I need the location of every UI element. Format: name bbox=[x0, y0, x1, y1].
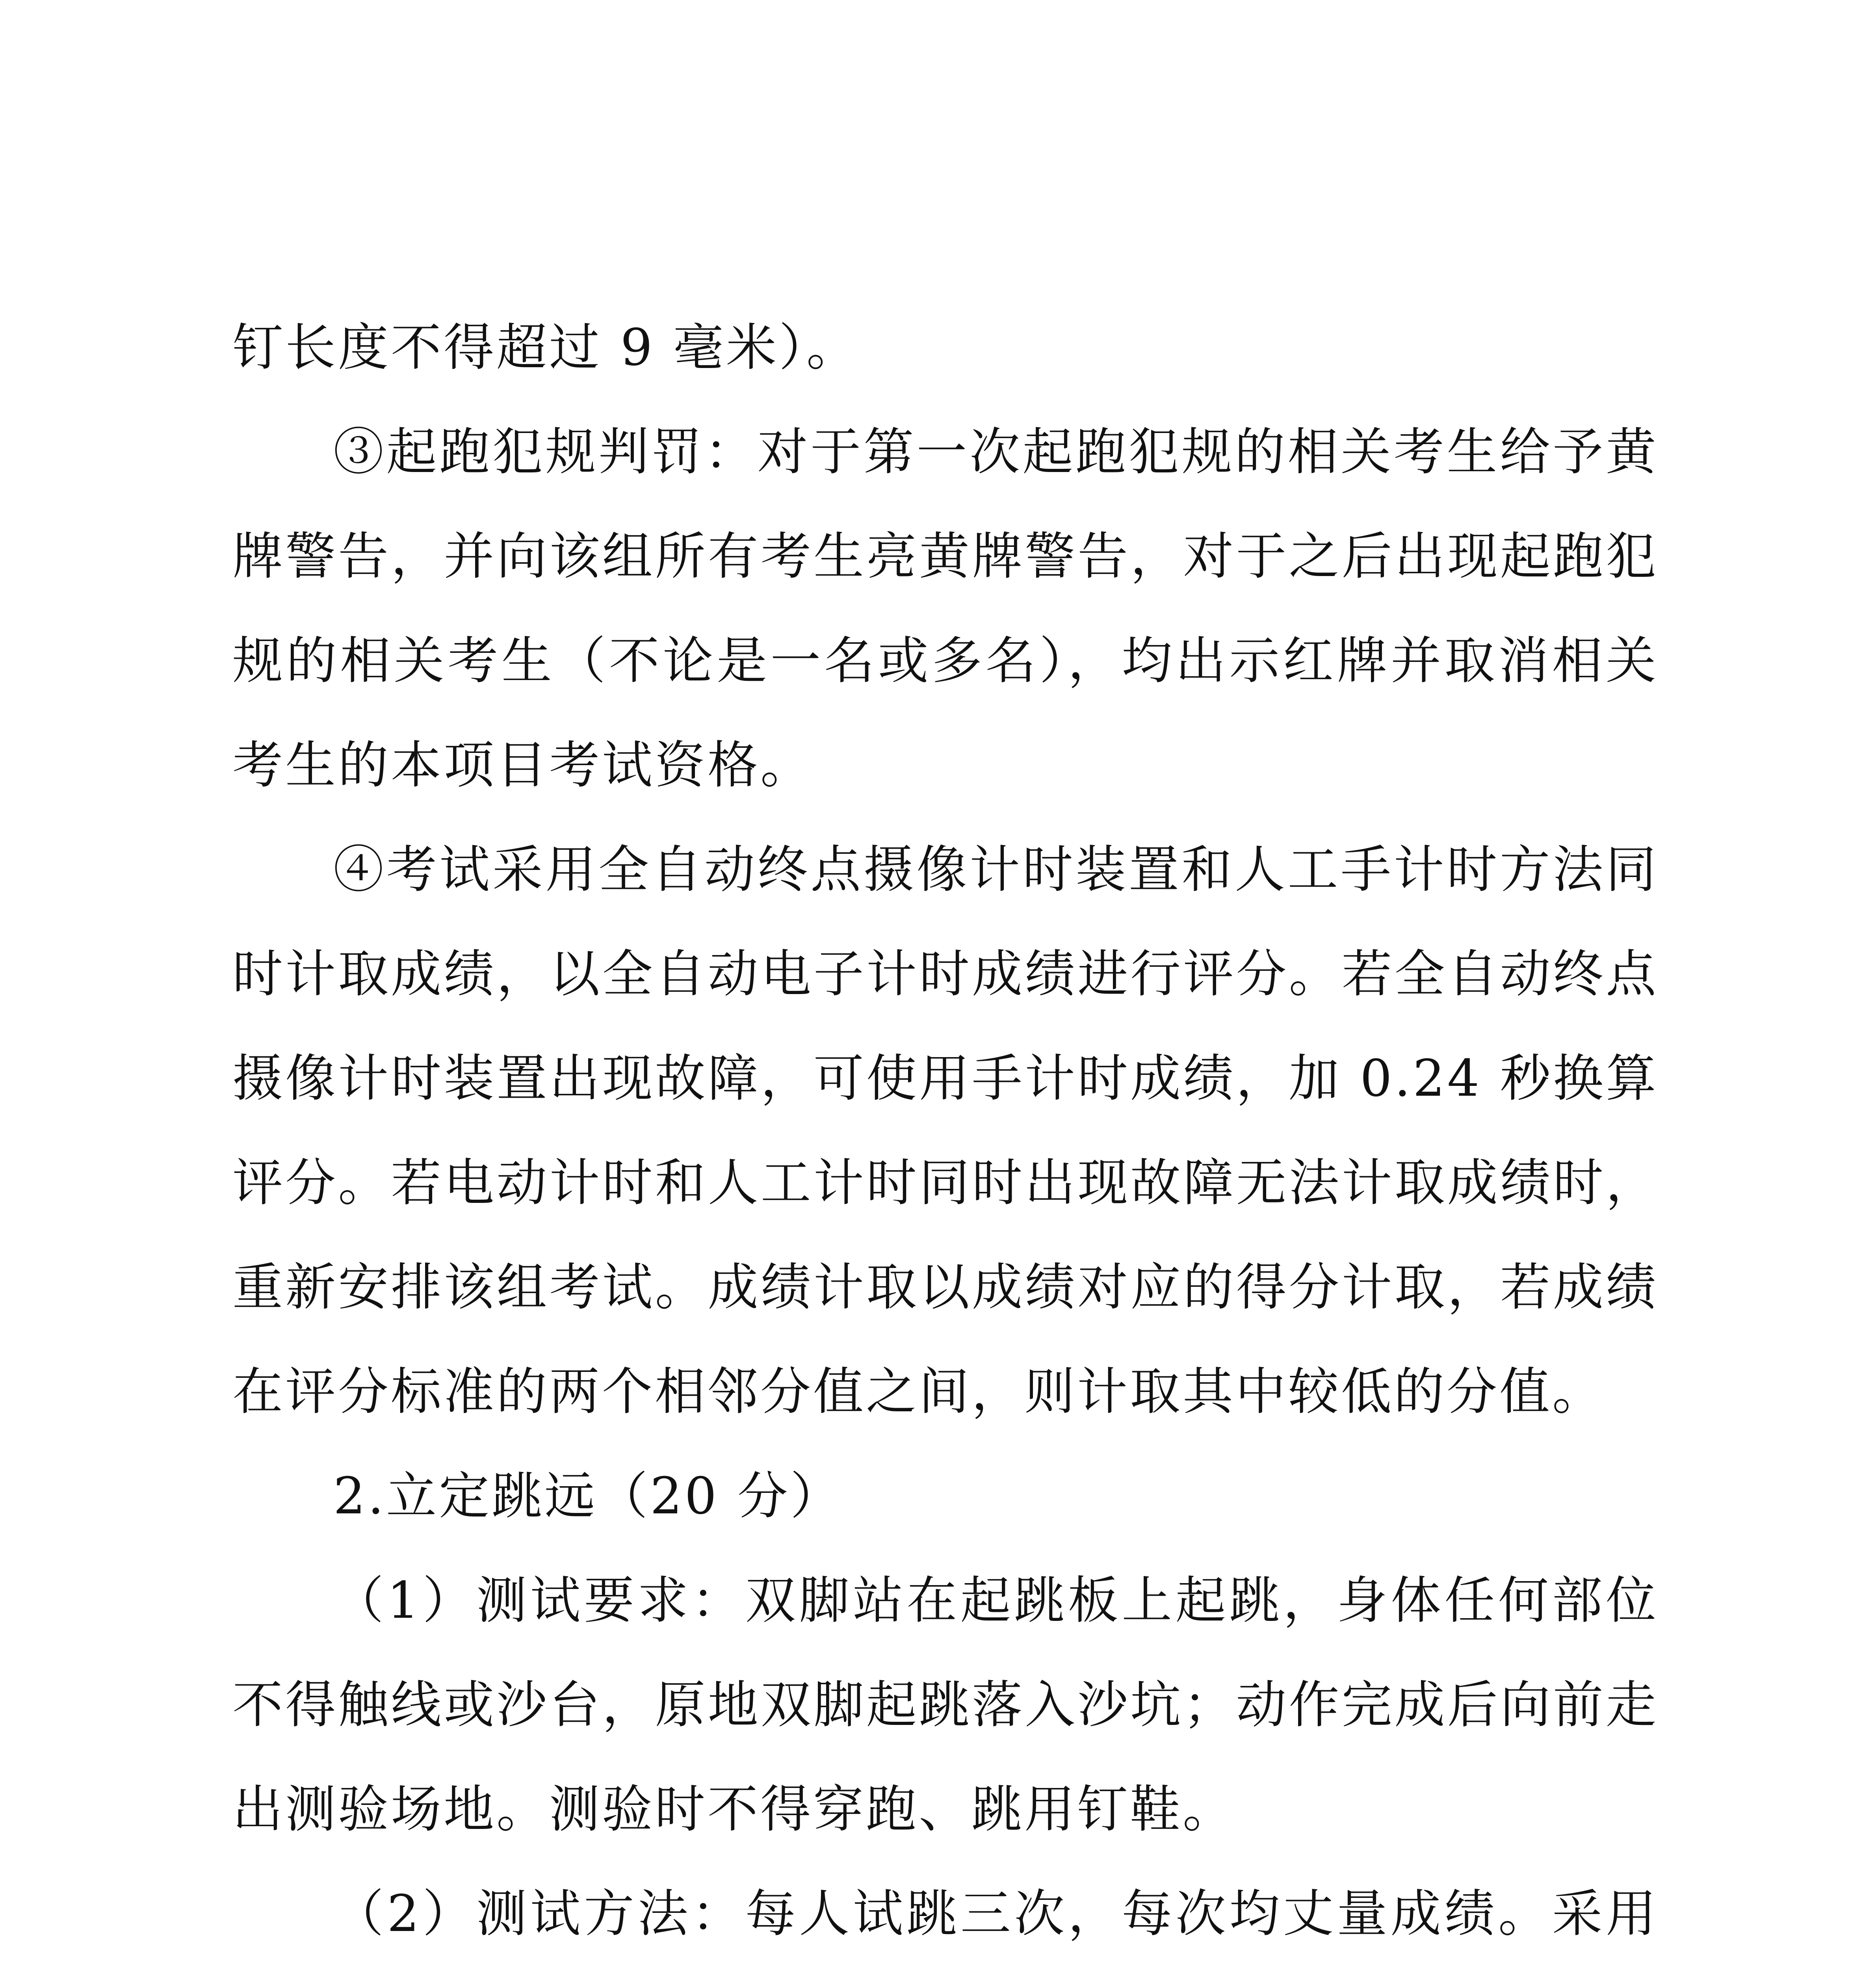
paragraph-false-start-penalty: ③起跑犯规判罚：对于第一次起跑犯规的相关考生给予黄牌警告，并向该组所有考生亮黄牌警告，对于之后出现起跑犯规的相关考生（不论是一名或多名），均出示红牌并取消相关考生的本项目考试资格。 bbox=[232, 423, 1659, 795]
paragraph-timing-method: ④考试采用全自动终点摄像计时装置和人工手计时方法同时计取成绩，以全自动电子计时成绩进行评分。若全自动终点摄像计时装置出现故障，可使用手计时成绩，加 0.24 秒换算评分。若电动计时和人工计时同时出现故障无法计取成绩时，重新安排该组考试。成绩计取以成绩对应的得分计取，若成绩在评分标准的两个相邻分值之间，则计取其中较低的分值。 bbox=[232, 840, 1659, 1421]
paragraph-test-requirements: （1）测试要求：双脚站在起跳板上起跳，身体任何部位不得触线或沙台，原地双脚起跳落入沙坑；动作完成后向前走出测验场地。测验时不得穿跑、跳用钉鞋。 bbox=[232, 1571, 1659, 1839]
heading-standing-long-jump: 2.立定跳远（20 分） bbox=[333, 1467, 843, 1526]
paragraph-spike-length: 钉长度不得超过 9 毫米）。 bbox=[232, 318, 859, 377]
paragraph-test-method: （2）测试方法：每人试跳三次，每次均丈量成绩。采用 bbox=[333, 1885, 1659, 1943]
document-body bbox=[232, 296, 1659, 1970]
